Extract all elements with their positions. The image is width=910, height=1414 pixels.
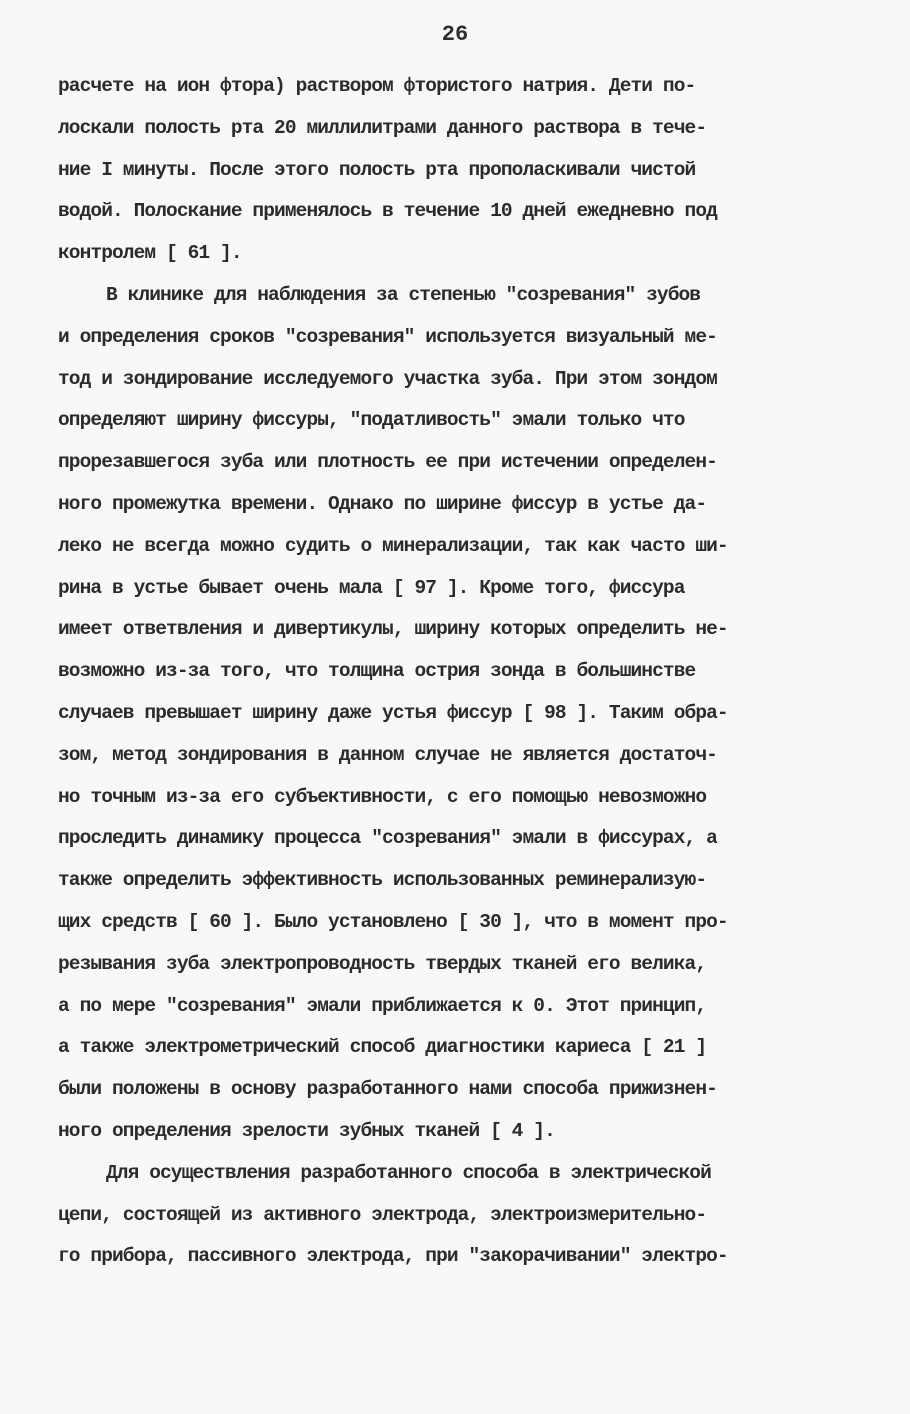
body-text [58,66,848,1278]
text-line: щих средств [ 60 ]. Было установлено [ 30 ], что в момент про- [58,910,728,933]
text-line: ного промежутка времени. Однако по ширине фиссур в устье да- [58,492,707,515]
text-line: тод и зондирование исследуемого участка зуба. При этом зондом [58,367,717,390]
text-line: рина в устье бывает очень мала [ 97 ]. Кроме того, фиссура [58,576,685,599]
text-line: го прибора, пассивного электрода, при "закорачивании" электро- [58,1245,728,1268]
text-line: Для осуществления разработанного способа в электрической [106,1161,711,1184]
text-line: цепи, состоящей из активного электрода, электроизмерительно- [58,1203,707,1226]
text-line: а также электрометрический способ диагностики кариеса [ 21 ] [58,1036,707,1059]
text-line: определяют ширину фиссуры, "податливость" эмали только что [58,409,685,432]
text-line: водой. Полоскание применялось в течение 10 дней ежедневно под [58,200,717,223]
text-line: но точным из-за его субъективности, с его помощью невозможно [58,785,707,808]
text-line: ного определения зрелости зубных тканей [ 4 ]. [58,1119,555,1142]
text-line: имеет ответвления и дивертикулы, ширину которых определить не- [58,618,728,641]
text-line: леко не всегда можно судить о минерализации, так как часто ши- [58,534,728,557]
text-line: возможно из-за того, что толщина острия зонда в большинстве [58,660,696,683]
text-line: а по мере "созревания" эмали приближается к 0. Этот принцип, [58,994,707,1017]
text-line: резывания зуба электропроводность твердых тканей его велика, [58,952,707,975]
text-line: контролем [ 61 ]. [58,242,242,265]
page-number: 26 [441,22,469,47]
text-line: и определения сроков "созревания" используется визуальный ме- [58,325,717,348]
text-line: прорезавшегося зуба или плотность ее при истечении определен- [58,451,717,474]
text-line: проследить динамику процесса "созревания" эмали в фиссурах, а [58,827,717,850]
text-line: ние I минуты. После этого полость рта прополаскивали чистой [58,158,696,181]
text-line: лоскали полость рта 20 миллилитрами данного раствора в тече- [58,116,707,139]
text-line: случаев превышает ширину даже устья фиссур [ 98 ]. Таким обра- [58,701,728,724]
text-line: зом, метод зондирования в данном случае не является достаточ- [58,743,717,766]
text-line: В клинике для наблюдения за степенью "созревания" зубов [106,283,701,306]
text-line: были положены в основу разработанного нами способа прижизнен- [58,1078,717,1101]
text-line: расчете на ион фтора) раствором фтористого натрия. Дети по- [58,75,696,97]
text-line: также определить эффективность использованных реминерализую- [58,869,707,892]
